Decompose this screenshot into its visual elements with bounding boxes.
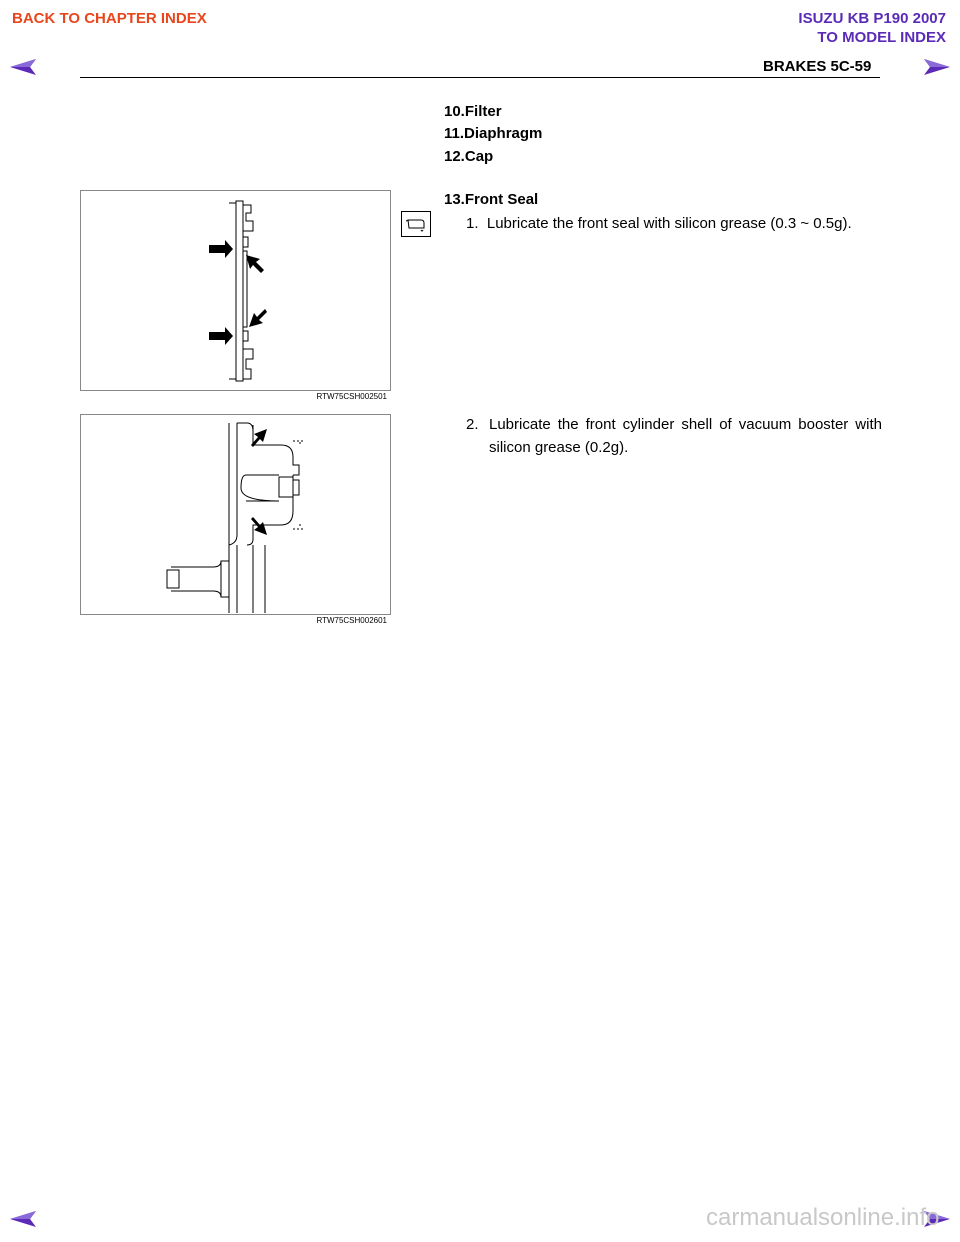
list-item-diaphragm: 11.Diaphragm	[444, 125, 543, 142]
page-header-title: BRAKES 5C-59	[763, 58, 872, 75]
figure-front-seal	[80, 190, 391, 401]
watermark: carmanualsonline.info	[706, 1204, 940, 1231]
step-2: 2. Lubricate the front cylinder shell of vacuum booster with silicon grease (0.2g).	[466, 416, 882, 456]
right-arrow-icon[interactable]	[922, 58, 952, 76]
left-arrow-icon[interactable]	[8, 1210, 38, 1228]
model-title-link[interactable]: ISUZU KB P190 2007	[798, 10, 946, 27]
list-item-filter: 10.Filter	[444, 103, 502, 120]
arrow-icon	[209, 240, 233, 258]
figure-cylinder-shell	[80, 414, 391, 625]
arrow-icon	[249, 309, 267, 327]
back-to-chapter-index-link[interactable]: BACK TO CHAPTER INDEX	[12, 10, 207, 27]
list-item-front-seal: 13.Front Seal	[444, 191, 539, 208]
header-rule	[80, 77, 880, 78]
figure-code: RTW75CSH002501	[316, 392, 387, 401]
to-model-index-link[interactable]: TO MODEL INDEX	[817, 29, 946, 46]
front-seal-diagram	[81, 191, 390, 390]
figure-code: RTW75CSH002601	[316, 616, 387, 625]
list-item-cap: 12.Cap	[444, 148, 494, 165]
left-arrow-icon[interactable]	[8, 58, 38, 76]
arrow-icon	[246, 255, 264, 273]
step-1: 1. Lubricate the front seal with silicon grease (0.3 ~ 0.5g).	[466, 215, 852, 232]
grease-icon	[401, 211, 431, 242]
arrow-icon	[209, 327, 233, 345]
cylinder-shell-diagram	[81, 415, 390, 614]
